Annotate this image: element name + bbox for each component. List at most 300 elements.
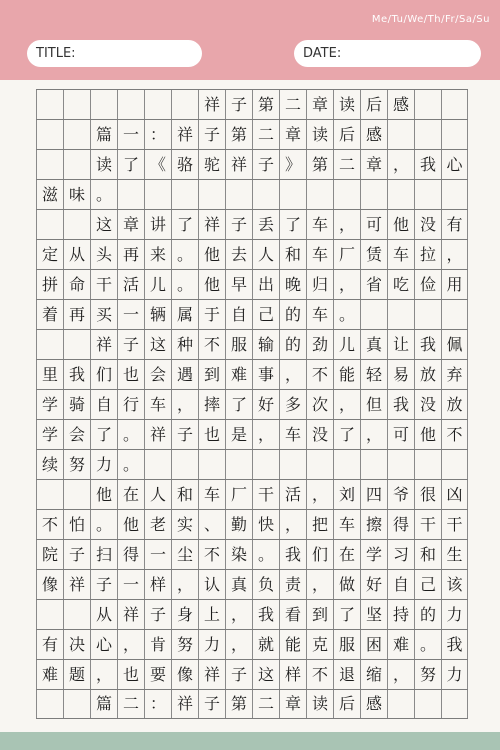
grid-cell: ， [279,360,306,389]
grid-cell [144,180,171,209]
grid-cell: 放 [414,360,441,389]
grid-cell: ， [333,210,360,239]
title-field[interactable] [27,40,202,67]
grid-cell [63,210,90,239]
grid-cell: 了 [171,210,198,239]
grid-cell: 祥 [63,570,90,599]
grid-cell: ， [333,390,360,419]
title-label: TITLE: [36,46,76,61]
grid-cell: 也 [198,420,225,449]
grid-cell: 干 [441,510,468,539]
grid-cell: 我 [252,600,279,629]
essay-line [36,89,468,119]
grid-cell: 车 [306,240,333,269]
grid-cell: 负 [252,570,279,599]
grid-cell [36,120,63,149]
grid-cell: ， [306,480,333,509]
grid-cell: 干 [90,270,117,299]
grid-cell: 省 [360,270,387,299]
grid-cell: 我 [387,390,414,419]
grid-cell: 身 [171,600,198,629]
grid-cell: 不 [36,510,63,539]
grid-cell: 尘 [171,540,198,569]
grid-cell [36,480,63,509]
footer-band [0,732,500,750]
essay-grid [36,89,468,719]
grid-cell: 我 [441,630,468,659]
grid-cell: 克 [306,630,333,659]
grid-cell: 轻 [360,360,387,389]
essay-line [36,179,468,209]
grid-cell: 很 [414,480,441,509]
grid-cell [441,90,468,119]
grid-cell: 二 [333,150,360,179]
grid-cell: 像 [171,660,198,689]
grid-cell: 第 [225,120,252,149]
grid-cell: 定 [36,240,63,269]
grid-cell: 力 [198,630,225,659]
grid-cell: 学 [36,420,63,449]
grid-cell: 了 [225,390,252,419]
grid-cell: 能 [333,360,360,389]
grid-cell: 活 [117,270,144,299]
grid-cell: 祥 [171,120,198,149]
essay-line [36,659,468,689]
grid-cell: 他 [414,420,441,449]
grid-cell: 。 [171,270,198,299]
grid-cell [171,450,198,479]
grid-cell: 第 [252,90,279,119]
grid-cell [414,450,441,479]
grid-cell: 行 [117,390,144,419]
header-band [0,0,500,80]
grid-cell: 样 [144,570,171,599]
essay-line [36,359,468,389]
grid-cell [63,600,90,629]
grid-cell: 我 [414,330,441,359]
grid-cell [333,450,360,479]
grid-cell: 决 [63,630,90,659]
weekday-selector[interactable]: Me/Tu/We/Th/Fr/Sa/Su [371,14,490,25]
grid-cell: 了 [333,420,360,449]
grid-cell: 章 [279,690,306,718]
grid-cell: 们 [90,360,117,389]
grid-cell: 放 [441,390,468,419]
grid-cell: 可 [360,210,387,239]
grid-cell: 真 [360,330,387,359]
grid-cell: 不 [198,540,225,569]
grid-cell: 劲 [306,330,333,359]
grid-cell: 头 [90,240,117,269]
grid-cell: 自 [387,570,414,599]
grid-cell: 到 [306,600,333,629]
essay-line [36,539,468,569]
grid-cell: 上 [198,600,225,629]
grid-cell: 样 [279,660,306,689]
grid-cell: 骑 [63,390,90,419]
grid-cell: 和 [171,480,198,509]
grid-cell: 把 [306,510,333,539]
grid-cell: 祥 [117,600,144,629]
grid-cell [387,300,414,329]
grid-cell [36,330,63,359]
grid-cell: 扫 [90,540,117,569]
grid-cell: 拉 [414,240,441,269]
grid-cell: 驼 [198,150,225,179]
grid-cell: ， [360,420,387,449]
grid-cell: 不 [306,360,333,389]
grid-cell: 肯 [144,630,171,659]
grid-cell: 干 [252,480,279,509]
grid-cell: 努 [171,630,198,659]
grid-cell: 让 [387,330,414,359]
grid-cell: 这 [144,330,171,359]
grid-cell: 真 [225,570,252,599]
grid-cell: 后 [333,120,360,149]
grid-cell: 没 [414,210,441,239]
grid-cell [117,90,144,119]
grid-cell [360,300,387,329]
grid-cell: 爷 [387,480,414,509]
grid-cell [36,210,63,239]
grid-cell: 续 [36,450,63,479]
grid-cell [414,120,441,149]
grid-cell: ， [117,630,144,659]
grid-cell: 实 [171,510,198,539]
grid-cell [360,450,387,479]
grid-cell: 子 [63,540,90,569]
grid-cell [225,180,252,209]
grid-cell: 篇 [90,690,117,718]
grid-cell: 多 [279,390,306,419]
grid-cell [414,180,441,209]
grid-cell [387,690,414,718]
grid-cell: 己 [414,570,441,599]
grid-cell: 会 [144,360,171,389]
essay-line [36,479,468,509]
grid-cell: 一 [144,540,171,569]
grid-cell [279,450,306,479]
grid-cell: 心 [90,630,117,659]
grid-cell [414,90,441,119]
grid-cell: 读 [306,120,333,149]
grid-cell: 这 [252,660,279,689]
grid-cell: 四 [360,480,387,509]
grid-cell: 》 [279,150,306,179]
grid-cell: 子 [117,330,144,359]
grid-cell: 车 [279,420,306,449]
grid-cell: 了 [333,600,360,629]
grid-cell: ， [279,510,306,539]
grid-cell: 。 [117,420,144,449]
grid-cell [333,180,360,209]
grid-cell: 在 [333,540,360,569]
grid-cell: 祥 [171,690,198,718]
grid-cell: 了 [279,210,306,239]
grid-cell: 责 [279,570,306,599]
grid-cell: 认 [198,570,225,599]
grid-cell: 二 [279,90,306,119]
grid-cell: 子 [144,600,171,629]
grid-cell: ， [387,150,414,179]
grid-cell: 感 [360,690,387,718]
grid-cell: 我 [414,150,441,179]
grid-cell [63,330,90,359]
grid-cell: 刘 [333,480,360,509]
grid-cell: 学 [36,390,63,419]
grid-cell: 没 [414,390,441,419]
essay-line [36,509,468,539]
grid-cell: 二 [117,690,144,718]
grid-cell [306,180,333,209]
grid-cell: 摔 [198,390,225,419]
grid-cell: 是 [225,420,252,449]
grid-cell: 了 [90,420,117,449]
grid-cell: 没 [306,420,333,449]
grid-cell: 可 [387,420,414,449]
grid-cell: 人 [252,240,279,269]
grid-cell: 努 [414,660,441,689]
grid-cell: 车 [144,390,171,419]
grid-cell: ： [144,120,171,149]
grid-cell: 但 [360,390,387,419]
grid-cell: 儿 [333,330,360,359]
grid-cell: 买 [90,300,117,329]
grid-cell: 他 [387,210,414,239]
essay-line [36,269,468,299]
grid-cell: 子 [225,660,252,689]
grid-cell: 坚 [360,600,387,629]
grid-cell [225,450,252,479]
grid-cell: 和 [414,540,441,569]
grid-cell [63,480,90,509]
grid-cell: 后 [360,90,387,119]
grid-cell: 习 [387,540,414,569]
grid-cell: 我 [279,540,306,569]
grid-cell: 有 [36,630,63,659]
grid-cell [63,90,90,119]
grid-cell [144,90,171,119]
grid-cell: 难 [225,360,252,389]
grid-cell: 也 [117,360,144,389]
grid-cell: 己 [252,300,279,329]
grid-cell [36,150,63,179]
grid-cell: ， [225,630,252,659]
grid-cell: 车 [333,510,360,539]
grid-cell: 二 [252,690,279,718]
grid-cell: 章 [279,120,306,149]
grid-cell: 篇 [90,120,117,149]
grid-cell: 。 [414,630,441,659]
grid-cell: ： [144,690,171,718]
grid-cell: 有 [441,210,468,239]
grid-cell: 来 [144,240,171,269]
grid-cell: 子 [171,420,198,449]
grid-cell [198,450,225,479]
grid-cell [171,90,198,119]
grid-cell: 怕 [63,510,90,539]
grid-cell: 晚 [279,270,306,299]
grid-cell: 读 [306,690,333,718]
grid-cell: 像 [36,570,63,599]
grid-cell: 我 [63,360,90,389]
grid-cell [306,450,333,479]
grid-cell: 感 [360,120,387,149]
grid-cell: 车 [306,300,333,329]
grid-cell: 他 [117,510,144,539]
grid-cell: 自 [90,390,117,419]
grid-cell: 车 [387,240,414,269]
grid-cell [360,180,387,209]
grid-cell: 这 [90,210,117,239]
grid-cell: 章 [360,150,387,179]
grid-cell [414,690,441,718]
grid-cell: 子 [225,90,252,119]
grid-cell: 到 [198,360,225,389]
grid-cell: 困 [360,630,387,659]
grid-cell: 厂 [225,480,252,509]
grid-cell: 力 [441,660,468,689]
grid-cell: 拼 [36,270,63,299]
grid-cell: 祥 [198,90,225,119]
grid-cell: ， [225,600,252,629]
essay-line [36,689,468,719]
grid-cell: 们 [306,540,333,569]
grid-cell: 老 [144,510,171,539]
grid-cell: 感 [387,90,414,119]
grid-cell: 祥 [90,330,117,359]
grid-cell: 力 [90,450,117,479]
essay-line [36,209,468,239]
grid-cell: 第 [306,150,333,179]
grid-cell: 弃 [441,360,468,389]
grid-cell: 。 [171,240,198,269]
grid-cell: 他 [198,270,225,299]
grid-cell [63,690,90,718]
grid-cell [441,300,468,329]
grid-cell: 味 [63,180,90,209]
grid-cell: 种 [171,330,198,359]
grid-cell: 用 [441,270,468,299]
grid-cell: 俭 [414,270,441,299]
grid-cell [90,90,117,119]
grid-cell [198,180,225,209]
grid-cell: 子 [252,150,279,179]
grid-cell: 着 [36,300,63,329]
grid-cell: 去 [225,240,252,269]
grid-cell: 儿 [144,270,171,299]
grid-cell [63,120,90,149]
grid-cell: ， [171,390,198,419]
grid-cell: ， [90,660,117,689]
grid-cell: 了 [117,150,144,179]
grid-cell: 。 [252,540,279,569]
grid-cell: 凶 [441,480,468,509]
grid-cell: 吃 [387,270,414,299]
grid-cell: 他 [90,480,117,509]
grid-cell: 服 [225,330,252,359]
grid-cell: 子 [225,210,252,239]
grid-cell: 事 [252,360,279,389]
grid-cell: ， [387,660,414,689]
grid-cell: 好 [360,570,387,599]
grid-cell: 力 [441,600,468,629]
grid-cell: 。 [90,510,117,539]
grid-cell: 属 [171,300,198,329]
grid-cell [279,180,306,209]
grid-cell: 缩 [360,660,387,689]
grid-cell: 子 [198,690,225,718]
grid-cell: 学 [360,540,387,569]
grid-cell: 染 [225,540,252,569]
grid-cell: 得 [387,510,414,539]
grid-cell: 讲 [144,210,171,239]
grid-cell: 活 [279,480,306,509]
grid-cell: 里 [36,360,63,389]
grid-cell: 厂 [333,240,360,269]
grid-cell: 辆 [144,300,171,329]
grid-cell: 从 [90,600,117,629]
grid-cell [441,120,468,149]
grid-cell: ， [441,240,468,269]
grid-cell: 祥 [198,660,225,689]
grid-cell: 和 [279,240,306,269]
grid-cell: 。 [117,450,144,479]
grid-cell [252,180,279,209]
essay-line [36,629,468,659]
grid-cell: 就 [252,630,279,659]
grid-cell: 读 [333,90,360,119]
grid-cell: 车 [198,480,225,509]
grid-cell: 该 [441,570,468,599]
grid-cell: 努 [63,450,90,479]
grid-cell: 读 [90,150,117,179]
grid-cell: 好 [252,390,279,419]
grid-cell: 人 [144,480,171,509]
grid-cell: 持 [387,600,414,629]
grid-cell: 章 [306,90,333,119]
grid-cell [441,450,468,479]
grid-cell: 退 [333,660,360,689]
grid-cell: 自 [225,300,252,329]
grid-cell: 看 [279,600,306,629]
grid-cell: 滋 [36,180,63,209]
grid-cell: 于 [198,300,225,329]
grid-cell: 不 [441,420,468,449]
grid-cell: 次 [306,390,333,419]
grid-cell: 在 [117,480,144,509]
essay-line [36,449,468,479]
essay-line [36,599,468,629]
grid-cell: 服 [333,630,360,659]
grid-cell: 再 [63,300,90,329]
grid-cell: 会 [63,420,90,449]
grid-cell [117,180,144,209]
grid-cell: 干 [414,510,441,539]
grid-cell: 输 [252,330,279,359]
grid-cell [387,450,414,479]
date-field[interactable] [294,40,481,67]
essay-line [36,329,468,359]
grid-cell: 。 [90,180,117,209]
grid-cell: 命 [63,270,90,299]
grid-cell: 从 [63,240,90,269]
grid-cell: 院 [36,540,63,569]
grid-cell: 子 [198,120,225,149]
grid-cell: 的 [279,330,306,359]
grid-cell [36,690,63,718]
essay-line [36,299,468,329]
